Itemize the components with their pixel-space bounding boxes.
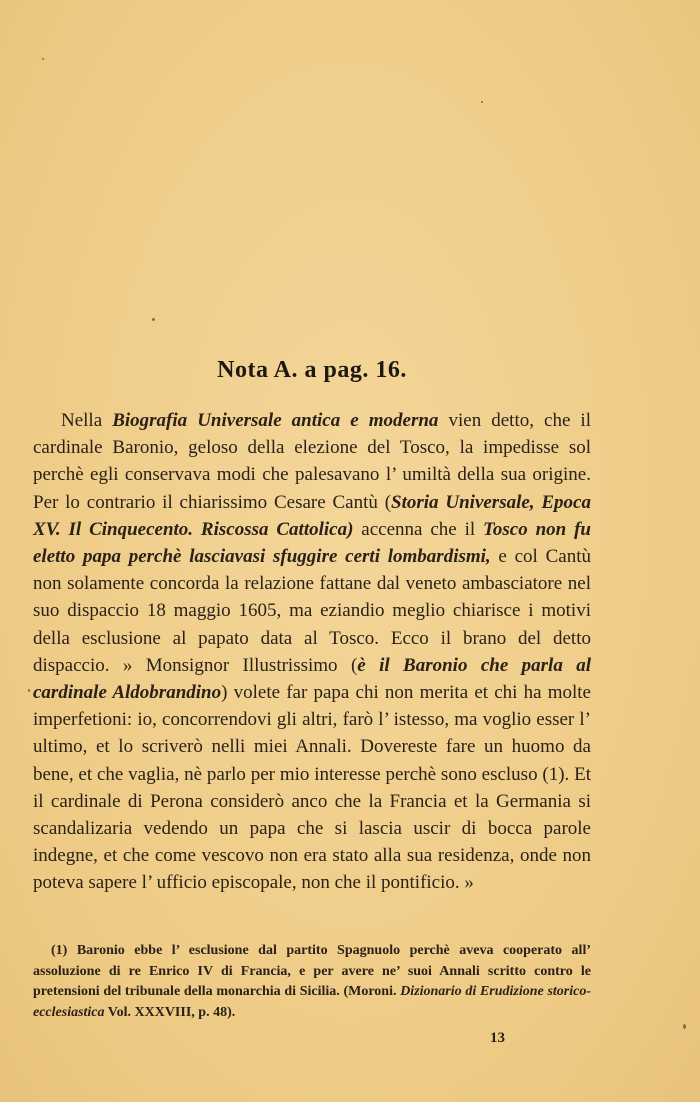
paragraph-text-5: ) volete far papa chi non merita et chi ha molte imperfetioni: io, concorrendovi gli altri, farò l’ istesso, ma voglio esser l’ ultimo, et lo scriverò nelli miei Annali. Dovereste fare un huomo da bene, et che vaglia, nè parlo per mio interesse perchè sono escluso (1). Et il cardinale di Perona considerò anco che la Francia et la Germania si scandalizaria vedendo un papa che si lascia uscir di bocca parole indegne, et che come vescovo non era stato alla sua residenza, onde non poteva sapere l’ ufficio episcopale, non che il pontificio. » bbox=[33, 682, 591, 894]
note-heading: Nota A. a pag. 16. bbox=[217, 357, 407, 383]
paper-speck bbox=[481, 101, 483, 103]
paragraph-italic-biografia: Biografia Universale antica e moderna bbox=[112, 410, 439, 431]
paragraph-italic-storia: Storia Universale, Epoca XV. Il Cinquecento. Riscossa Cattolica) bbox=[33, 491, 591, 540]
paper-speck bbox=[42, 58, 44, 60]
footnote-text-1: (1) Baronio ebbe l’ esclusione dal partito Spagnuolo perchè aveva cooperato all’ assoluzione di re Enrico IV di Francia, e per avere ne’ suoi Annali scritto contro le pretensioni del tribunale della monarchia di Sicilia. (Moroni. bbox=[33, 943, 591, 999]
footnote-text-2: Vol. XXXVIII, p. 48). bbox=[104, 1004, 236, 1020]
paragraph-text-4: e col Cantù non solamente concorda la relazione fattane dal veneto ambasciatore nel suo dispaccio 18 maggio 1605, ma eziandio meglio chiarisce i motivi della esclusione al papato data al Tosco. Ecco il brano del detto dispaccio. » Monsignor Illustrissimo ( bbox=[33, 546, 591, 676]
paragraph-italic-baronio: è il Baronio che parla al cardinale Aldobrandino bbox=[33, 654, 591, 704]
paragraph-text-2: vien detto, che il cardinale Baronio, geloso della elezione del Tosco, la impedisse sol perchè egli conservava modi che palesavano l’ umiltà della sua origine. Per lo contrario il chiarissimo Cesare Cantù ( bbox=[33, 410, 591, 513]
paper-speck bbox=[152, 318, 155, 321]
paragraph-italic-tosco: Tosco non fu eletto papa perchè lasciavasi sfuggire certi lombardismi, bbox=[33, 518, 592, 568]
page-number: 13 bbox=[490, 1030, 505, 1046]
note-paragraph bbox=[33, 407, 591, 897]
footnote bbox=[33, 941, 591, 1023]
paragraph-text-1: Nella bbox=[61, 410, 113, 431]
footnote-italic-dizionario: Dizionario di Erudizione storico-ecclesiastica bbox=[33, 984, 591, 1020]
paper-speck bbox=[28, 689, 30, 692]
paper-speck bbox=[683, 1024, 686, 1029]
paragraph-text-3: accenna che il bbox=[353, 518, 484, 540]
